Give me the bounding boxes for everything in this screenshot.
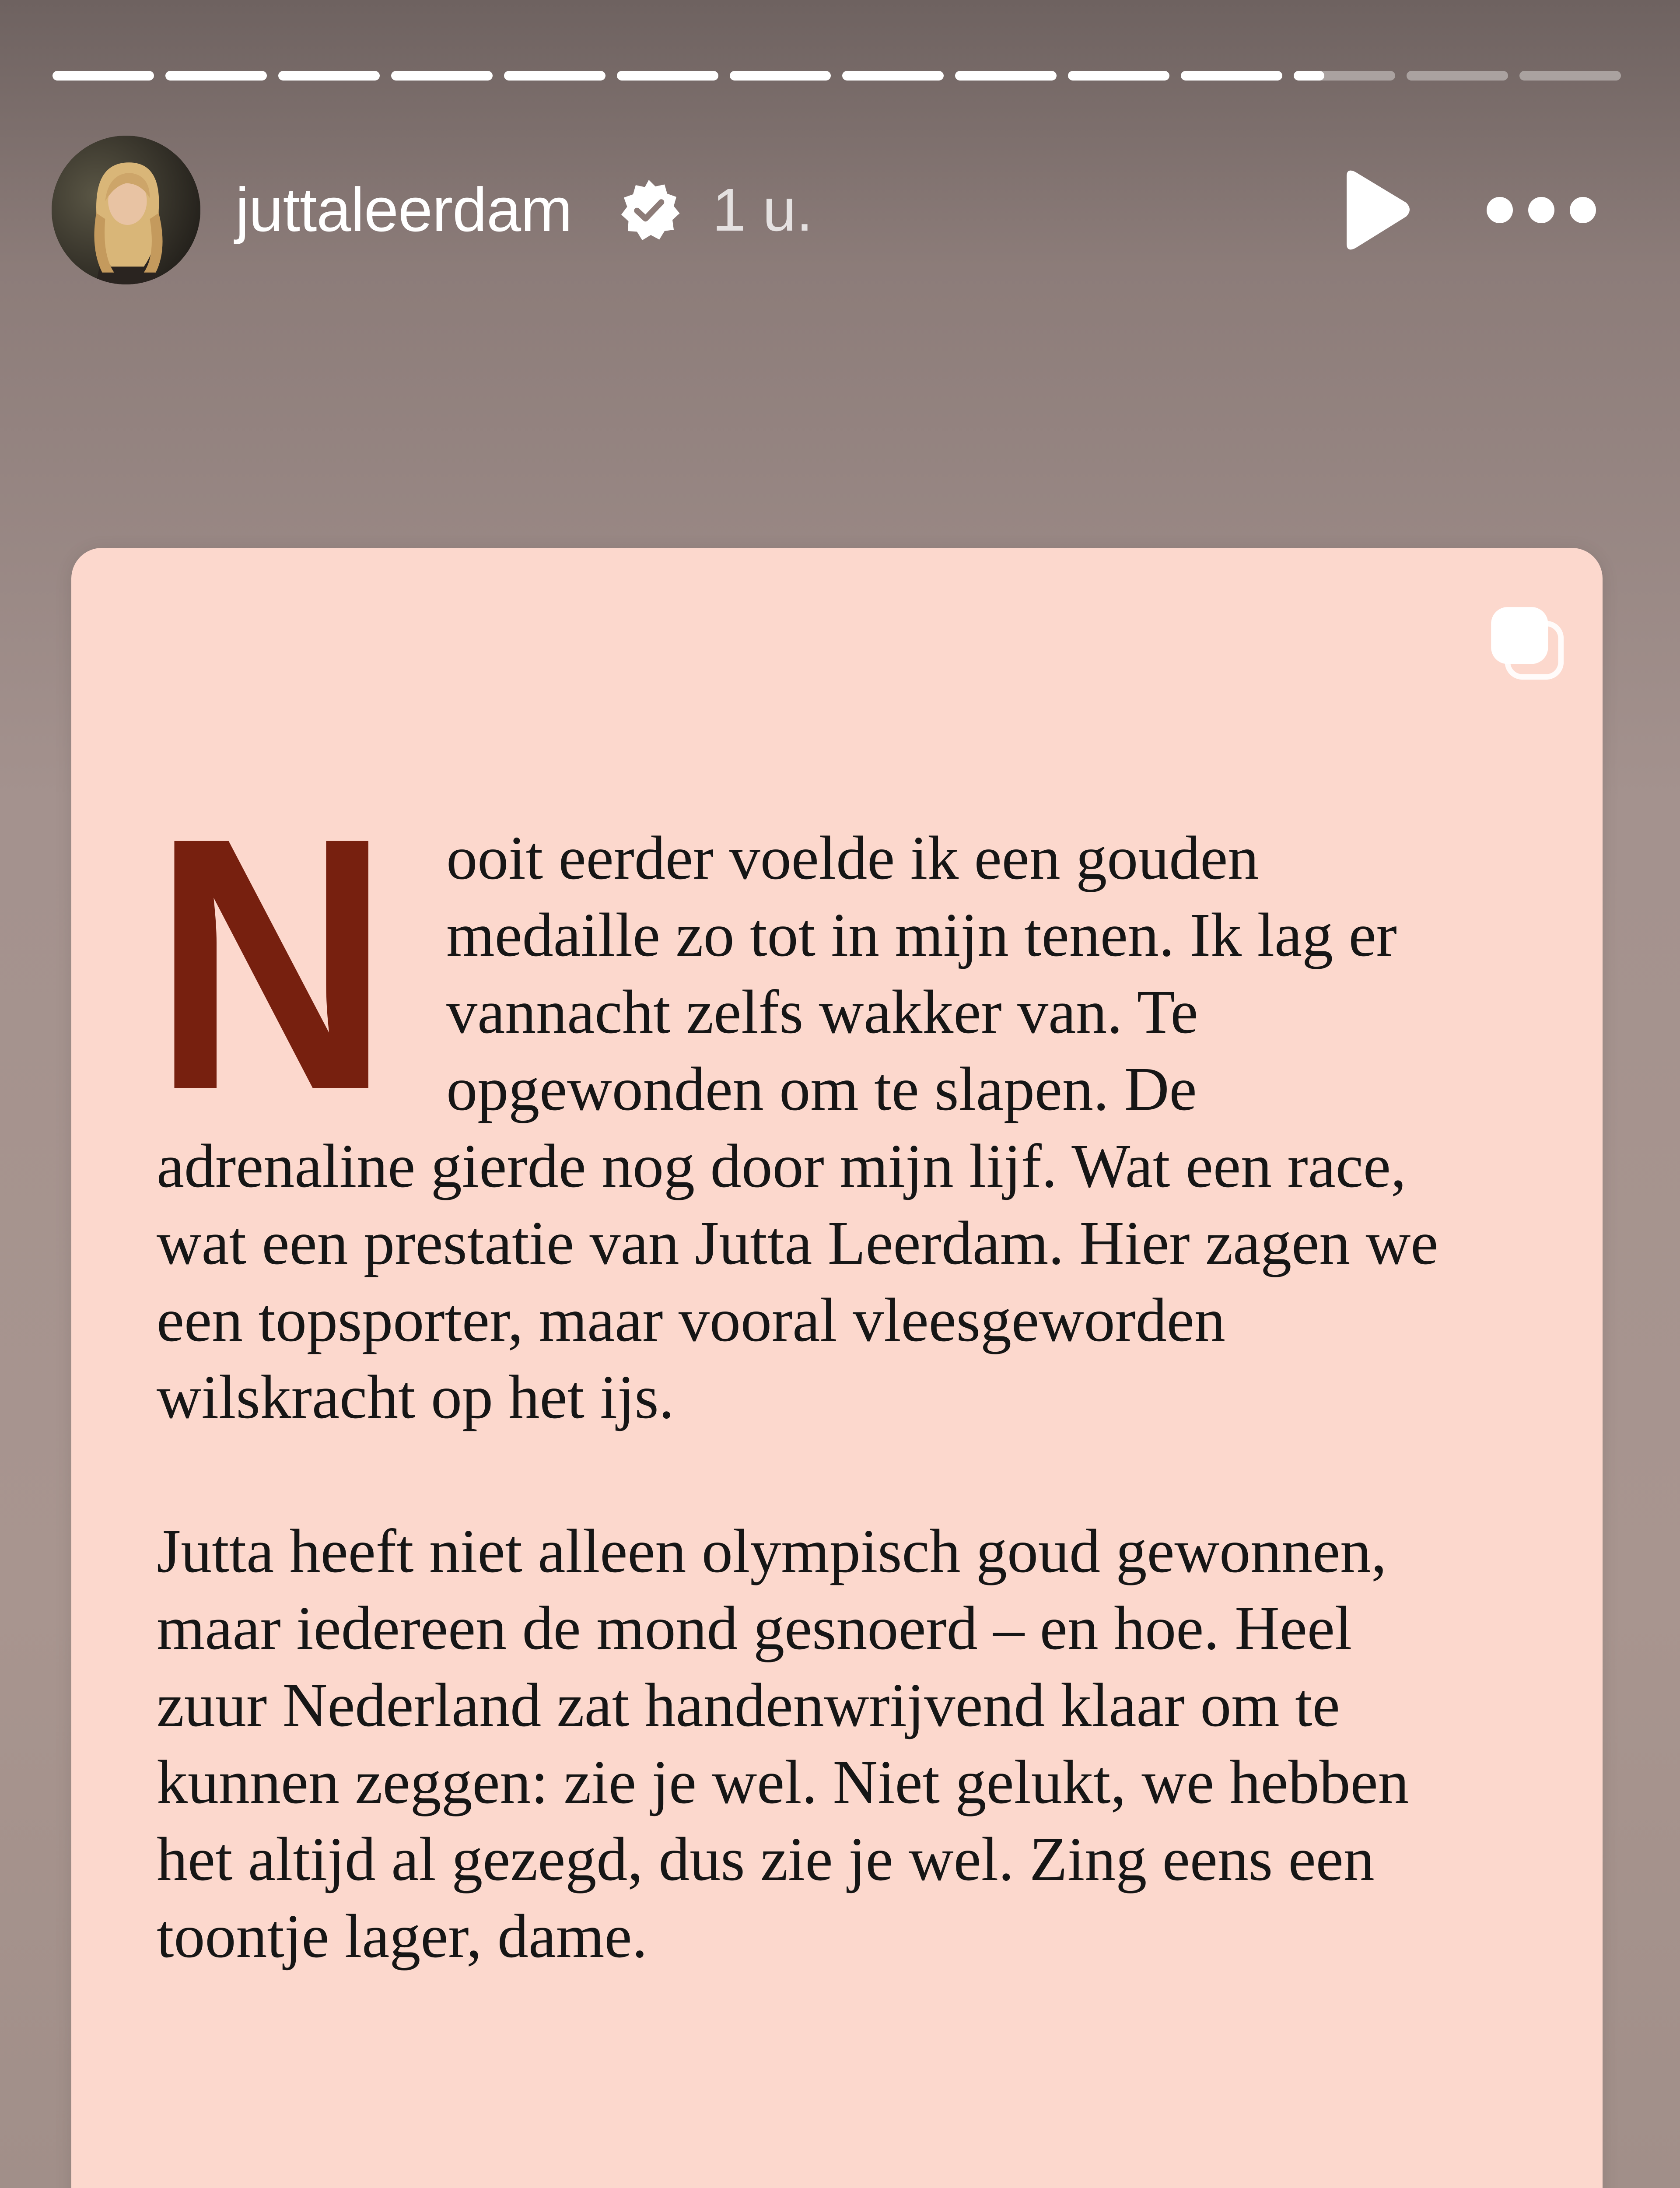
more-options-icon[interactable] [1476, 173, 1607, 247]
article-text [152, 763, 1447, 1974]
progress-segment [1407, 71, 1508, 81]
progress-segment [52, 71, 154, 81]
progress-segment [955, 71, 1057, 81]
username[interactable]: juttaleerdam [235, 175, 572, 245]
play-icon[interactable] [1329, 164, 1417, 256]
progress-segment [1519, 71, 1621, 81]
story-progress-bar [52, 71, 1621, 81]
story-timestamp: 1 u. [712, 176, 813, 244]
progress-segment [730, 71, 831, 81]
progress-segment [617, 71, 718, 81]
progress-segment [278, 71, 380, 81]
article-paragraph-1 [152, 763, 1447, 1435]
progress-segment [391, 71, 493, 81]
verified-badge-icon [616, 177, 682, 243]
article-paragraph-2: Jutta heeft niet alleen olympisch goud gewonnen, maar iedereen de mond gesnoerd – en hoe. Heel zuur Nederland zat handenwrijvend klaar om te kunnen zeggen: zie je wel. Niet gelukt, we hebben het altijd al gezegd, dus zie je wel. Zing eens een toontje lager, dame. [157, 1516, 1409, 1971]
paragraph-1-text: ooit eerder voelde ik een gouden medaille zo tot in mijn tenen. Ik lag er vannacht zelfs wakker van. Te opgewonden om te slapen. De adrenaline gierde nog door mijn lijf. Wat een race, wat een prestatie van Jutta Leerdam. Hier zagen we een topsporter, maar vooral vleesgeworden wilskracht op het ijs. [157, 823, 1438, 1431]
progress-segment [504, 71, 606, 81]
progress-segment [1294, 71, 1395, 81]
avatar[interactable] [52, 136, 200, 284]
progress-segment [1181, 71, 1282, 81]
drop-cap-letter: N [152, 763, 391, 1164]
progress-segment [165, 71, 267, 81]
progress-segment [842, 71, 944, 81]
story-header [52, 136, 1627, 284]
story-card [71, 548, 1603, 2188]
copy-icon[interactable] [1480, 596, 1572, 688]
progress-segment [1068, 71, 1169, 81]
